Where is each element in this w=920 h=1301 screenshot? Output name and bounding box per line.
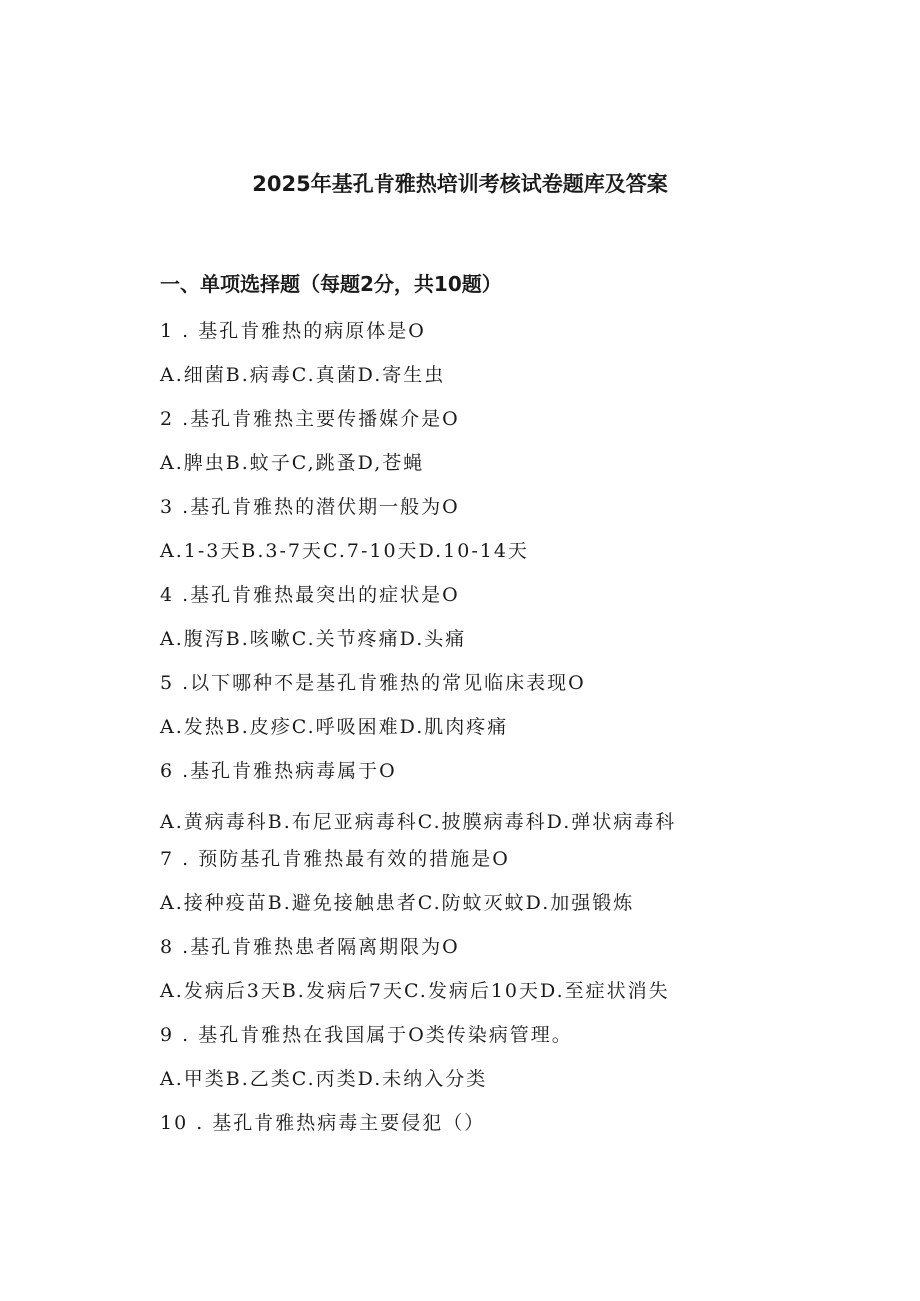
- document-title: 2025年基孔肯雅热培训考核试卷题库及答案: [252, 172, 668, 196]
- options-line: A.腹泻B.咳嗽C.关节疼痛D.头痛: [160, 628, 467, 650]
- question-line: 5 .以下哪种不是基孔肯雅热的常见临床表现O: [160, 672, 586, 694]
- options-line: A.1-3天B.3-7天C.7-10天D.10-14天: [160, 540, 529, 562]
- question-line: 1 . 基孔肯雅热的病原体是O: [160, 320, 426, 342]
- options-line: A.接种疫苗B.避免接触患者C.防蚊灭蚊D.加强锻炼: [160, 892, 635, 914]
- question-line: 6 .基孔肯雅热病毒属于O: [160, 760, 397, 782]
- options-line: A.发病后3天B.发病后7天C.发病后10天D.至症状消失: [160, 980, 670, 1002]
- question-line: 4 .基孔肯雅热最突出的症状是O: [160, 584, 460, 606]
- options-line: A.发热B.皮疹C.呼吸困难D.肌肉疼痛: [160, 716, 509, 738]
- question-line: 3 .基孔肯雅热的潜伏期一般为O: [160, 496, 460, 518]
- section-heading: 一、单项选择题（每题2分，共10题）: [160, 272, 502, 296]
- options-line: A.细菌B.病毒C.真菌D.寄生虫: [160, 364, 446, 386]
- question-list: [160, 316, 700, 1152]
- question-line: 9 . 基孔肯雅热在我国属于O类传染病管理。: [160, 1024, 573, 1046]
- question-line: 10 . 基孔肯雅热病毒主要侵犯（）: [160, 1112, 486, 1134]
- question-line: 2 .基孔肯雅热主要传播媒介是O: [160, 408, 460, 430]
- options-line: A.黄病毒科B.布尼亚病毒科C.披膜病毒科D.弹状病毒科: [160, 811, 677, 833]
- question-line: 7 . 预防基孔肯雅热最有效的措施是O: [160, 848, 510, 870]
- options-line: A.脾虫B.蚊子C,跳蚤D,苍蝇: [160, 452, 425, 474]
- question-line: 8 .基孔肯雅热患者隔离期限为O: [160, 936, 460, 958]
- options-line: A.甲类B.乙类C.丙类D.未纳入分类: [160, 1068, 488, 1090]
